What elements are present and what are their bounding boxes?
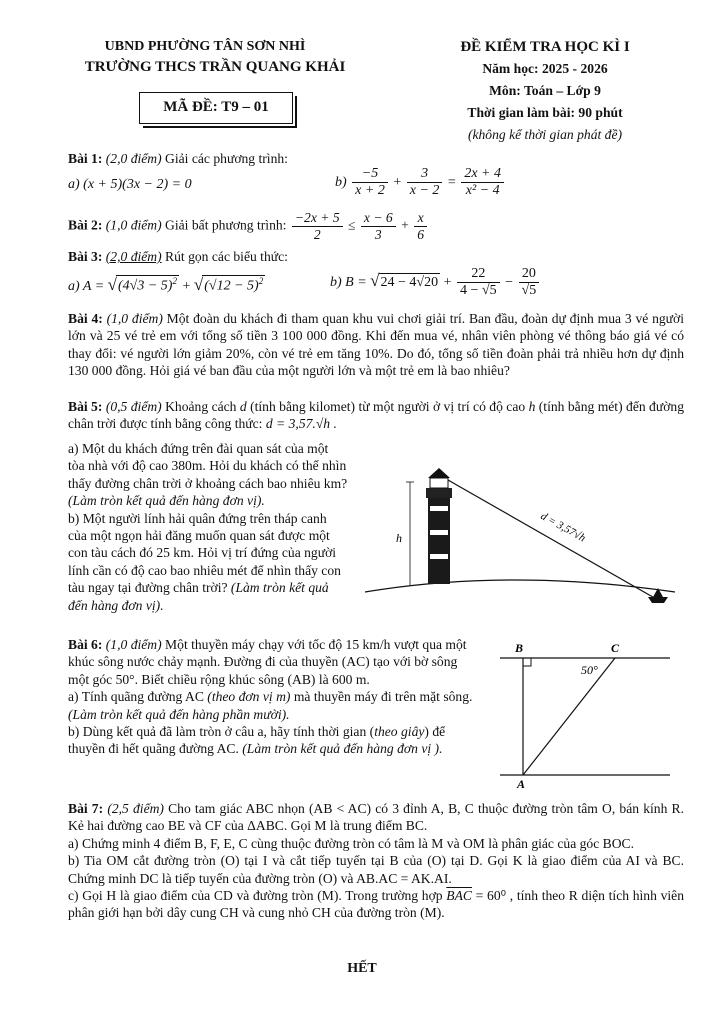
bai2-frac3: [414, 210, 427, 242]
bai3-b-frac1-den: 4 − √5: [460, 283, 497, 299]
river-figure: [495, 640, 675, 790]
bai1-b: [335, 166, 506, 199]
segment-ac: [523, 658, 615, 775]
bai5-text2: (tính bằng kilomet) từ một người ở vị trí có độ cao: [246, 399, 529, 414]
bai3-a-label: a) A =: [68, 279, 105, 294]
bai2-frac1-den: 2: [313, 226, 321, 242]
bai2: [68, 210, 429, 242]
bai5-var-d: d: [239, 399, 247, 414]
bai6-b-note1: theo giây: [374, 723, 425, 739]
lighthouse-figure: [360, 460, 680, 620]
bai4-points: (1,0 điểm): [106, 311, 163, 326]
bai3-b-root: 24 − 4√20: [380, 274, 439, 290]
bai1-b-frac3: [461, 166, 504, 199]
bai6-a-note2: (Làm tròn kết quả đến hàng phần mười).: [68, 706, 290, 722]
bai3-a: [68, 274, 265, 296]
bai6-label: Bài 6:: [68, 637, 103, 652]
bai1-a-expr: (x + 5)(3x − 2) = 0: [83, 177, 192, 192]
bai3-a-term1: [116, 275, 179, 296]
duration-note: (không kể thời gian phát đề): [467, 127, 623, 142]
bai3-b-frac2-num: 20: [519, 266, 540, 283]
bai2-frac1-num: −2x + 5: [292, 210, 343, 227]
fig-a-label: A: [517, 777, 526, 790]
bai5-b-text: b) Một người lính hải quân đứng trên tháp canh của một ngọn hải đăng muốn quan sát được một con tàu cách đó 25 km. Hỏi vị trí đứng của người lính cần có độ cao bao nhiêu mét để nhìn thấy con tàu ngay tại đường chân trời?: [68, 510, 341, 596]
bai5-b-note: (Làm tròn kết quả đến hàng đơn vị).: [68, 580, 329, 613]
sqrt-icon: √: [107, 275, 117, 294]
fig-d-label: d = 3,57√h: [538, 510, 588, 545]
bai7-a-text: a) Chứng minh 4 điểm B, F, E, C cùng thuộc đường tròn có tâm là M và OM là phân giác của góc BOC.: [68, 835, 635, 851]
bai2-points: (1,0 điểm): [105, 217, 162, 233]
bai5-heading: [68, 398, 684, 433]
bai1-b-frac1-num: −5: [352, 166, 388, 183]
sqrt-icon: √: [370, 270, 380, 290]
bai5-var-h: h: [528, 399, 536, 414]
bai5-label: Bài 5:: [68, 399, 103, 414]
end-marker: HẾT: [347, 961, 377, 976]
bai2-label: Bài 2:: [68, 217, 103, 233]
bai1-heading: [68, 150, 684, 167]
bai3-a-sq1: 2: [172, 276, 177, 287]
bai2-plus: +: [401, 217, 409, 233]
bai1-b-frac2: [407, 166, 443, 199]
bai7-c-text1: c) Gọi H là giao điểm của CD và đường tròn (M). Trong trường hợp: [68, 887, 447, 903]
bai3-text: Rút gọn các biểu thức:: [161, 249, 288, 264]
bai5-text3: (tính bằng mét) đến đường chân trời được tính bằng công thức:: [68, 399, 685, 432]
bai1-a-label: a): [68, 177, 80, 192]
bai5-a-text: a) Một du khách đứng trên đài quan sát của một tòa nhà với độ cao 380m. Hỏi du khách có thể nhìn thấy đường chân trời ở khoảng cách bao nhiêu km?: [68, 441, 348, 491]
bai3-label: Bài 3:: [68, 249, 103, 264]
bai2-le: ≤: [348, 217, 356, 233]
bai1-b-frac2-den: x − 2: [409, 183, 440, 199]
bai1-b-plus: +: [393, 174, 402, 190]
bai3-a-sq2: 2: [258, 276, 264, 287]
bai6: [68, 636, 480, 758]
bai6-b-text2: ) để thuyền đi hết quãng đường AC.: [68, 723, 446, 757]
bai6-text: Một thuyền máy chạy với tốc độ 15 km/h vượt qua một khúc sông nước chảy mạnh. Đường đi của thuyền (AC) tạo với bờ sông một góc 50°. Biết chiều rộng khúc sông (AB) là 600 m.: [68, 637, 467, 687]
fig-c-label: C: [611, 641, 620, 655]
sqrt-icon: √: [193, 275, 204, 294]
bai1-b-frac1-den: x + 2: [355, 183, 385, 199]
bai1-b-frac3-den: x² − 4: [465, 183, 500, 199]
bai3-b-frac1: [457, 266, 500, 299]
bai7-label: Bài 7:: [68, 801, 104, 816]
bai1-text: Giải các phương trình:: [161, 151, 288, 166]
bai7: [68, 800, 684, 922]
bai6-points: (1,0 điểm): [105, 637, 162, 652]
bai5-formula: d = 3,57.√h .: [265, 416, 337, 432]
bai2-frac2-den: 3: [374, 226, 382, 242]
bai7-c-text2: = 60⁰ , tính theo R diện tích hình viên phân giới hạn bởi dây cung CH và cung nhỏ CH của đường tròn (M).: [68, 887, 684, 921]
bai3-b-frac2-den: √5: [521, 283, 537, 299]
bai3-points: (2,0 điểm): [105, 249, 162, 264]
bai6-b-text: b) Dùng kết quả đã làm tròn ở câu a, hãy tính thời gian (: [68, 723, 375, 739]
bai2-frac2-num: x − 6: [361, 210, 396, 227]
bai7-b-text: b) Tia OM cắt đường tròn (O) tại I và cắt tiếp tuyến tại B của (O) tại D. Gọi K là giao điểm của AI và BC. Chứng minh DC là tiếp tuyến của đường tròn (O) và AB.AC = AK.AI.: [68, 853, 684, 886]
fig-angle-label: 50°: [581, 663, 598, 677]
bai1-b-frac1: [352, 166, 388, 199]
exam-title: ĐỀ KIỂM TRA HỌC KÌ I: [460, 39, 630, 55]
bai2-frac3-den: 6: [417, 226, 425, 242]
bai3-b-plus: +: [443, 274, 452, 290]
duration: Thời gian làm bài: 90 phút: [467, 105, 623, 120]
bai3-b-label: b) B =: [330, 274, 367, 290]
bai7-text: Cho tam giác ABC nhọn (AB < AC) có 3 đỉnh A, B, C thuộc đường tròn tâm O, bán kính R. Kẻ hai đường cao BE và CF của ΔABC. Gọi M là trung điểm BC.: [68, 801, 685, 834]
bai5-points: (0,5 điểm): [105, 399, 162, 414]
horizon-curve: [365, 580, 675, 592]
bai6-a-text2: mà thuyền máy đi trên mặt sông.: [290, 689, 473, 705]
subject: Môn: Toán – Lớp 9: [489, 83, 601, 98]
bai2-frac2: [361, 210, 396, 242]
bai2-frac3-num: x: [414, 210, 427, 227]
bai3-a-term2: [202, 275, 265, 296]
bai1-a: [68, 176, 192, 194]
bai2-frac1: [292, 210, 343, 242]
bai3-a-plus: +: [182, 279, 191, 294]
bai3-b-minus: −: [505, 274, 514, 290]
bai1-points: (2,0 điểm): [105, 151, 162, 166]
right-angle-mark: [523, 658, 531, 666]
bai3-a-in1: (4√3 − 5): [118, 279, 173, 294]
bai1-b-label: b): [335, 174, 347, 190]
bai4-text: Một đoàn du khách đi tham quan khu vui chơi giải trí. Ban đầu, đoàn dự định mua 3 vé người lớn và 25 vé trẻ em với tổng số tiền 3 100 000 đồng. Khi đến mua vé, nhân viên phòng vé thông báo giá vé có thay đổi: vé người lớn giảm 20%, còn vé trẻ em tăng 10%. Do đó, tổng số tiền đoàn phải trả nhiều hơn dự định 130 000 đồng. Hỏi giá vé ban đầu của một người lớn và một trẻ em là bao nhiêu?: [68, 311, 684, 379]
exam-code-box: [139, 92, 293, 124]
bai3-b-frac1-num: 22: [457, 266, 500, 283]
bai1-label: Bài 1:: [68, 151, 103, 166]
bai3-a-in2: (√12 − 5): [204, 279, 259, 294]
bai3-b-frac2: [519, 266, 540, 299]
school-year: Năm học: 2025 - 2026: [482, 61, 608, 76]
bai6-a-note1: (theo đơn vị m): [207, 689, 291, 705]
bai1-b-frac2-num: 3: [407, 166, 443, 183]
bai6-a-text: a) Tính quãng đường AC: [68, 689, 208, 705]
bai5-a-note: (Làm tròn kết quả đến hàng đơn vị).: [68, 493, 265, 509]
lighthouse-icon: [426, 468, 452, 584]
bai4-label: Bài 4:: [68, 311, 103, 326]
bai4: [68, 310, 684, 380]
bai7-c-angle: $\overline{BAC}$: [446, 887, 472, 903]
school-name: TRƯỜNG THCS TRẦN QUANG KHẢI: [84, 59, 346, 75]
bai1-b-eq: =: [447, 174, 456, 190]
bai5-text1: Khoảng cách: [161, 399, 240, 414]
fig-h-label: h: [396, 531, 402, 545]
fig-b-label: B: [515, 641, 524, 655]
school-district: UBND PHƯỜNG TÂN SƠN NHÌ: [104, 39, 306, 54]
bai3-b: [330, 266, 541, 299]
sight-line: [448, 480, 658, 600]
bai7-points: (2,5 điểm): [107, 801, 164, 816]
bai3-heading: [68, 248, 684, 265]
bai1-b-frac3-num: 2x + 4: [461, 166, 504, 183]
bai2-text: Giải bất phương trình:: [161, 217, 290, 233]
exam-code: MÃ ĐỀ: T9 – 01: [163, 99, 269, 116]
bai6-b-note2: (Làm tròn kết quả đến hàng đơn vị ).: [242, 741, 443, 757]
